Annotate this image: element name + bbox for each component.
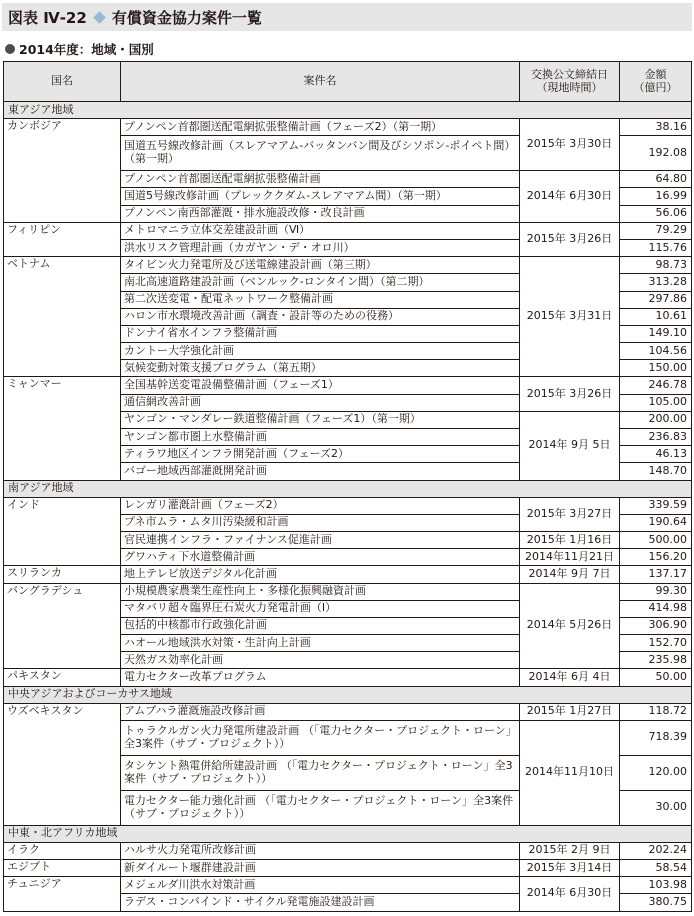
date-cell: 2015年 3月27日 — [520, 497, 620, 531]
table-row — [4, 877, 692, 894]
country-cell: ウズベキスタン — [4, 703, 121, 825]
amount-cell: 115.76 — [620, 239, 692, 256]
region-label: 中央アジアおよびコーカサス地域 — [4, 686, 692, 703]
amount-cell: 79.29 — [620, 222, 692, 239]
date-cell: 2015年 3月26日 — [520, 222, 620, 256]
project-cell: ハオール地域洪水対策・生計向上計画 — [121, 635, 520, 652]
region-row — [4, 102, 692, 119]
country-cell: フィリピン — [4, 222, 121, 256]
table-row — [4, 566, 692, 583]
amount-cell: 500.00 — [620, 531, 692, 548]
table-row — [4, 119, 692, 136]
date-cell: 2015年 3月26日 — [520, 377, 620, 411]
amount-cell: 38.16 — [620, 119, 692, 136]
project-cell: 国道5号線改修計画（プレッククダム-スレアマアム間）（第一期） — [121, 188, 520, 205]
amount-cell: 306.90 — [620, 617, 692, 634]
amount-cell: 99.30 — [620, 583, 692, 600]
project-cell: ラデス・コンバインド・サイクル発電施設建設計画 — [121, 894, 520, 911]
project-cell: カントー大学強化計画 — [121, 343, 520, 360]
amount-cell: 313.28 — [620, 274, 692, 291]
project-cell: 電力セクター能力強化計画 （「電力セクター・プロジェクト・ローン」全3案件（サブ・プロジェクト）） — [121, 790, 520, 825]
project-cell: ティラワ地区インフラ開発計画（フェーズ2） — [121, 446, 520, 463]
project-cell: 国道五号線改修計画（スレアマアム-バッタンバン間及びシソポン-ポイペト間）（第一期） — [121, 136, 520, 171]
country-cell: スリランカ — [4, 566, 121, 583]
country-cell: イラク — [4, 842, 121, 859]
section-subtitle — [5, 40, 154, 58]
country-cell: ミャンマー — [4, 377, 121, 480]
amount-cell: 149.10 — [620, 325, 692, 342]
header-project: 案件名 — [121, 62, 520, 102]
table-row — [4, 860, 692, 877]
table-row — [4, 377, 692, 394]
project-cell: 包括的中核都市行政強化計画 — [121, 617, 520, 634]
amount-cell: 148.70 — [620, 463, 692, 480]
project-cell: タイビン火力発電所及び送電線建設計画（第三期） — [121, 257, 520, 274]
amount-cell: 50.00 — [620, 669, 692, 686]
amount-cell: 156.20 — [620, 549, 692, 566]
amount-cell: 246.78 — [620, 377, 692, 394]
table-header-row — [4, 62, 692, 102]
amount-cell: 297.86 — [620, 291, 692, 308]
date-cell: 2015年 1月16日 — [520, 531, 620, 548]
project-cell: タシケント熱電併給所建設計画 （「電力セクター・プロジェクト・ローン」全3案件（サブ・プロジェクト）） — [121, 755, 520, 790]
project-cell: 第二次送変電・配電ネットワーク整備計画 — [121, 291, 520, 308]
table-row — [4, 842, 692, 859]
date-cell: 2015年 3月30日 — [520, 119, 620, 171]
project-cell: 新ダイルート堰群建設計画 — [121, 860, 520, 877]
diamond-icon — [93, 11, 106, 24]
figure-title-bar — [2, 3, 692, 31]
amount-cell: 152.70 — [620, 635, 692, 652]
project-cell: ハルサ火力発電所改修計画 — [121, 842, 520, 859]
region-row — [4, 825, 692, 842]
date-cell: 2015年 3月14日 — [520, 860, 620, 877]
project-cell: マタバリ超々臨界圧石炭火力発電計画（Ⅰ） — [121, 600, 520, 617]
date-cell: 2014年 6月 4日 — [520, 669, 620, 686]
figure-title: 有償資金協力案件一覧 — [111, 8, 262, 27]
date-cell: 2014年 5月26日 — [520, 583, 620, 669]
project-cell: 小規模農家農業生産性向上・多様化振興融資計画 — [121, 583, 520, 600]
project-cell: 通信網改善計画 — [121, 394, 520, 411]
header-country: 国名 — [4, 62, 121, 102]
amount-cell: 202.24 — [620, 842, 692, 859]
project-cell: 南北高速道路建設計画（ベンルック-ロンタイン間）（第二期） — [121, 274, 520, 291]
date-cell: 2014年 9月 5日 — [520, 411, 620, 480]
project-cell: 地上テレビ放送デジタル化計画 — [121, 566, 520, 583]
project-cell: 官民連携インフラ・ファイナンス促進計画 — [121, 531, 520, 548]
project-cell: 天然ガス効率化計画 — [121, 652, 520, 669]
amount-cell: 64.80 — [620, 171, 692, 188]
project-cell: ドンナイ省水インフラ整備計画 — [121, 325, 520, 342]
subtitle-text: 2014年度：地域・国別 — [19, 42, 154, 57]
date-cell: 2014年11月10日 — [520, 720, 620, 825]
project-cell: グワハティ下水道整備計画 — [121, 549, 520, 566]
region-label: 南アジア地域 — [4, 480, 692, 497]
project-cell: 全国基幹送変電設備整備計画（フェーズ1） — [121, 377, 520, 394]
amount-cell: 120.00 — [620, 755, 692, 790]
amount-cell: 190.64 — [620, 514, 692, 531]
project-cell: バゴー地域西部灌漑開発計画 — [121, 463, 520, 480]
figure-number: 図表 Ⅳ-22 — [8, 8, 87, 27]
project-cell: ヤンゴン都市圏上水整備計画 — [121, 429, 520, 446]
amount-cell: 46.13 — [620, 446, 692, 463]
project-cell: アムブハラ灌漑施設改修計画 — [121, 703, 520, 720]
project-cell: 気候変動対策支援プログラム（第五期） — [121, 360, 520, 377]
amount-cell: 235.98 — [620, 652, 692, 669]
project-cell: プノンペン南西部灌漑・排水施設改修・改良計画 — [121, 205, 520, 222]
country-cell: エジプト — [4, 860, 121, 877]
amount-cell: 104.56 — [620, 343, 692, 360]
region-label: 東アジア地域 — [4, 102, 692, 119]
table-body — [4, 102, 692, 912]
amount-cell: 137.17 — [620, 566, 692, 583]
project-cell: メトロマニラ立体交差建設計画（Ⅵ） — [121, 222, 520, 239]
bullet-icon — [5, 44, 15, 54]
project-cell: ヤンゴン・マンダレー鉄道整備計画（フェーズ1）（第一期） — [121, 411, 520, 428]
region-label: 中東・北アフリカ地域 — [4, 825, 692, 842]
project-cell: メジェルダ川洪水対策計画 — [121, 877, 520, 894]
date-cell: 2015年 3月31日 — [520, 257, 620, 377]
project-cell: プノンペン首都圏送配電網拡張整備計画（フェーズ2）（第一期） — [121, 119, 520, 136]
country-cell: カンボジア — [4, 119, 121, 223]
amount-cell: 98.73 — [620, 257, 692, 274]
country-cell: バングラデシュ — [4, 583, 121, 669]
project-cell: レンガリ灌漑計画（フェーズ2） — [121, 497, 520, 514]
project-cell: 洪水リスク管理計画（カガヤン・デ・オロ川） — [121, 239, 520, 256]
table-row — [4, 222, 692, 239]
amount-cell: 105.00 — [620, 394, 692, 411]
amount-cell: 192.08 — [620, 136, 692, 171]
amount-cell: 200.00 — [620, 411, 692, 428]
country-cell: インド — [4, 497, 121, 566]
amount-cell: 118.72 — [620, 703, 692, 720]
amount-cell: 58.54 — [620, 860, 692, 877]
date-cell: 2015年 2月 9日 — [520, 842, 620, 859]
project-cell: プノンペン首都圏送配電網拡張整備計画 — [121, 171, 520, 188]
amount-cell: 30.00 — [620, 790, 692, 825]
header-date: 交換公文締結日 （現地時間） — [520, 62, 620, 102]
amount-cell: 236.83 — [620, 429, 692, 446]
region-row — [4, 480, 692, 497]
country-cell: チュニジア — [4, 877, 121, 911]
table-row — [4, 583, 692, 600]
project-cell: ハロン市水環境改善計画（調査・設計等のための役務） — [121, 308, 520, 325]
loan-projects-table — [3, 61, 692, 912]
amount-cell: 56.06 — [620, 205, 692, 222]
date-cell: 2014年11月21日 — [520, 549, 620, 566]
date-cell: 2014年 6月30日 — [520, 171, 620, 223]
amount-cell: 103.98 — [620, 877, 692, 894]
amount-cell: 10.61 — [620, 308, 692, 325]
date-cell: 2015年 1月27日 — [520, 703, 620, 720]
amount-cell: 16.99 — [620, 188, 692, 205]
table-row — [4, 703, 692, 720]
table-row — [4, 669, 692, 686]
date-cell: 2014年 6月30日 — [520, 877, 620, 911]
date-cell: 2014年 9月 7日 — [520, 566, 620, 583]
amount-cell: 414.98 — [620, 600, 692, 617]
region-row — [4, 686, 692, 703]
project-cell: 電力セクター改革プログラム — [121, 669, 520, 686]
project-cell: トゥラクルガン火力発電所建設計画 （「電力セクター・プロジェクト・ローン」全3案件（サブ・プロジェクト）） — [121, 720, 520, 755]
country-cell: ベトナム — [4, 257, 121, 377]
country-cell: パキスタン — [4, 669, 121, 686]
table-row — [4, 497, 692, 514]
amount-cell: 718.39 — [620, 720, 692, 755]
header-amount: 金額 （億円） — [620, 62, 692, 102]
table-row — [4, 257, 692, 274]
project-cell: プネ市ムラ・ムタ川汚染緩和計画 — [121, 514, 520, 531]
amount-cell: 150.00 — [620, 360, 692, 377]
amount-cell: 380.75 — [620, 894, 692, 911]
amount-cell: 339.59 — [620, 497, 692, 514]
